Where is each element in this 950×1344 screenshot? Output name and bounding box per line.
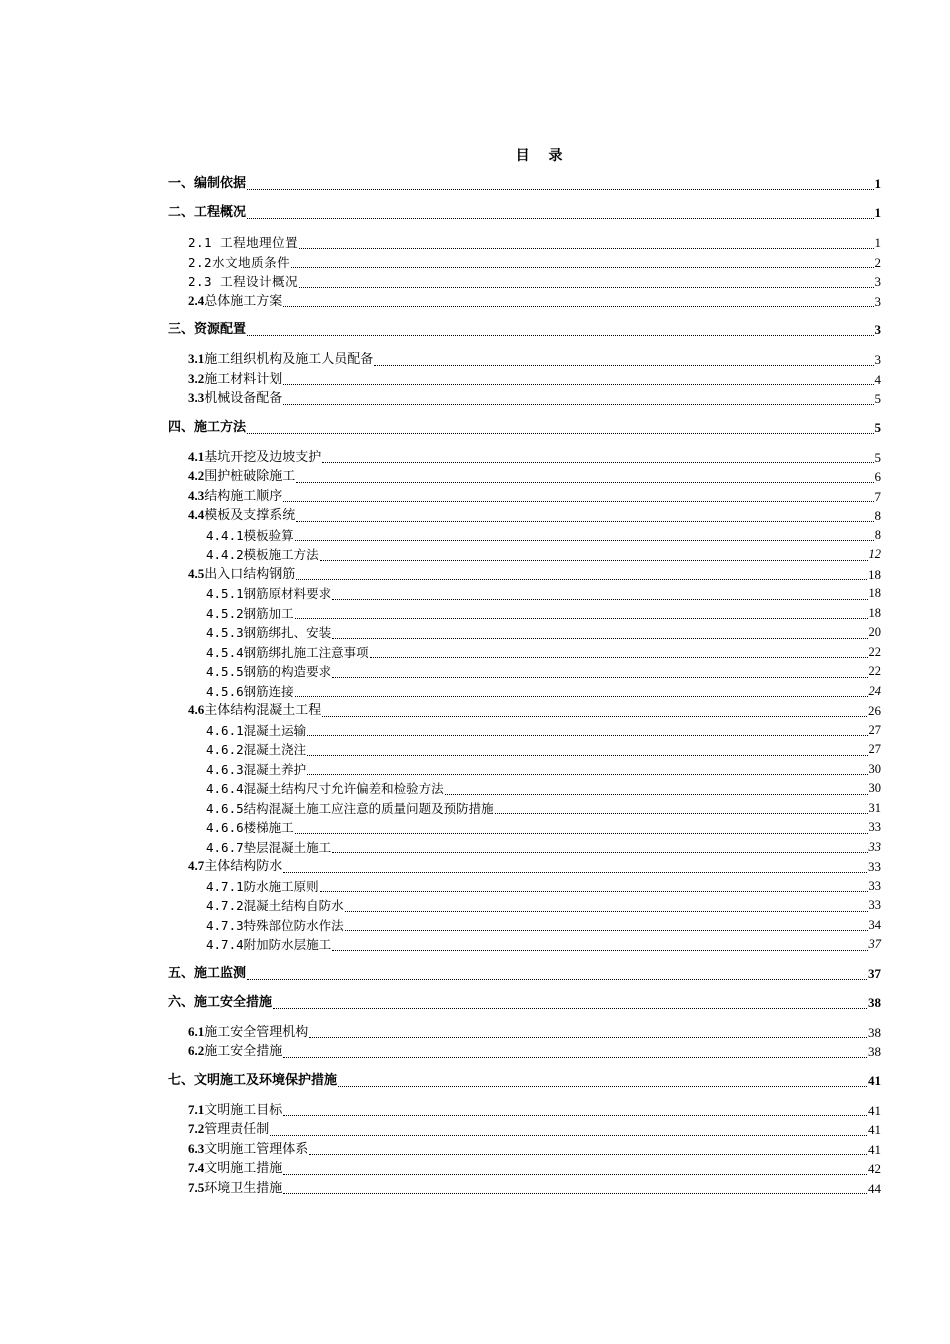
toc-entry-title <box>188 505 295 526</box>
toc-dot-leader <box>332 949 867 951</box>
toc-entry-page: 3 <box>874 274 881 289</box>
toc-entry[interactable] <box>168 526 881 546</box>
toc-entry[interactable] <box>168 1023 881 1043</box>
toc-entry-text: 二、工程概况 <box>168 205 247 220</box>
toc-entry-text: 4.4.1模板验算 <box>206 527 294 543</box>
toc-entry-title <box>168 320 246 340</box>
toc-entry-page: 24 <box>868 683 881 698</box>
toc-entry-number: 7.4 <box>188 1160 205 1175</box>
toc-entry-text: 4.5.3钢筋绑扎、安装 <box>206 625 332 640</box>
toc-entry[interactable] <box>168 233 881 253</box>
toc-entry[interactable] <box>168 487 881 507</box>
toc-entry[interactable] <box>168 1140 881 1160</box>
toc-entry-text: 模板及支撑系统 <box>204 508 296 523</box>
toc-entry[interactable] <box>168 662 881 682</box>
toc-entry-title <box>206 935 331 955</box>
toc-entry-title <box>168 993 272 1013</box>
toc-title-char-2: 录 <box>548 148 564 164</box>
toc-entry-page: 3 <box>874 322 881 337</box>
toc-entry-title <box>206 623 331 643</box>
toc-entry-title <box>188 486 282 507</box>
toc-entry[interactable] <box>168 740 881 760</box>
toc-entry-title <box>206 662 331 682</box>
toc-entry-title <box>188 1041 282 1062</box>
toc-dot-leader <box>283 1056 867 1058</box>
toc-entry-page: 4 <box>874 371 881 387</box>
toc-title-char-1: 目 <box>515 148 531 164</box>
toc-entry[interactable] <box>168 506 881 526</box>
toc-entry-page: 22 <box>868 664 881 678</box>
toc-entry-page: 8 <box>874 527 881 542</box>
toc-entry[interactable] <box>168 467 881 487</box>
toc-entry-title <box>206 916 344 936</box>
toc-dot-leader <box>345 910 868 912</box>
toc-entry-title <box>188 447 321 468</box>
toc-entry-text: 总体施工方案 <box>204 293 283 309</box>
toc-entry-title <box>188 233 298 253</box>
toc-entry-page: 33 <box>868 859 881 874</box>
toc-entry-text: 六、施工安全措施 <box>168 994 273 1010</box>
toc-entry-title <box>206 838 331 858</box>
toc-entry-text: 文明施工管理体系 <box>204 1141 309 1157</box>
toc-entry-title <box>206 799 494 819</box>
toc-entry-page: 38 <box>868 1024 881 1040</box>
toc-entry[interactable] <box>168 253 881 273</box>
toc-entry-number: 6.1 <box>188 1023 205 1039</box>
toc-entry-text: 围护桩破除施工 <box>204 469 296 484</box>
toc-entry-text: 4.5.5钢筋的构造要求 <box>206 664 332 679</box>
toc-entry-number: 4.2 <box>188 468 205 483</box>
toc-dot-leader <box>320 890 868 892</box>
toc-dot-leader <box>283 1173 867 1175</box>
toc-entry[interactable] <box>168 721 881 741</box>
toc-entry-text: 2.3 工程设计概况 <box>188 274 299 289</box>
toc-entry-title <box>206 760 306 780</box>
toc-entry-text: 4.5.2钢筋加工 <box>206 605 294 621</box>
toc-dot-leader <box>322 461 873 463</box>
toc-entry-page: 37 <box>868 937 881 951</box>
toc-entry-title <box>206 604 294 624</box>
toc-dot-leader <box>332 637 867 639</box>
toc-dot-leader <box>283 1114 867 1116</box>
toc-entry-text: 主体结构防水 <box>204 859 283 874</box>
toc-dot-leader <box>332 851 867 853</box>
toc-entry[interactable] <box>168 320 881 340</box>
toc-entry-text: 4.5.6钢筋连接 <box>206 683 294 699</box>
toc-entry-title <box>168 203 246 223</box>
toc-dot-leader <box>370 656 868 658</box>
toc-entry-number: 6.3 <box>188 1140 205 1156</box>
toc-entry[interactable] <box>168 604 881 624</box>
toc-entry-number: 2.4 <box>188 292 205 308</box>
toc-dot-leader <box>322 715 867 717</box>
toc-entry[interactable] <box>168 1101 881 1121</box>
toc-entry-text: 五、施工监测 <box>168 965 247 981</box>
toc-entry[interactable] <box>168 203 881 223</box>
toc-entry-number: 3.1 <box>188 351 205 366</box>
toc-entry[interactable] <box>168 916 881 936</box>
toc-dot-leader <box>295 832 868 834</box>
toc-dot-leader <box>309 1153 867 1155</box>
toc-dot-leader <box>309 1036 867 1038</box>
toc-entry-text: 文明施工目标 <box>204 1102 283 1118</box>
toc-entry-title <box>206 818 294 838</box>
toc-entry-text: 文明施工措施 <box>204 1161 283 1176</box>
toc-entry-title <box>188 369 282 390</box>
toc-entry-page: 38 <box>868 1044 881 1059</box>
toc-entry[interactable] <box>168 623 881 643</box>
toc-entry-number: 4.4 <box>188 507 205 522</box>
toc-dot-leader <box>299 286 873 288</box>
toc-entry-text: 4.7.4附加防水层施工 <box>206 937 332 952</box>
toc-entry-text: 4.6.1混凝土运输 <box>206 722 307 738</box>
toc-entry-title <box>206 545 319 565</box>
toc-entry[interactable] <box>168 877 881 897</box>
toc-entry[interactable] <box>168 857 881 877</box>
toc-dot-leader <box>296 481 873 483</box>
toc-entry-page: 18 <box>868 586 881 600</box>
toc-entry-text: 2.2水文地质条件 <box>188 254 291 270</box>
toc-dot-leader <box>345 929 868 931</box>
toc-entry[interactable] <box>168 370 881 390</box>
toc-entry-title <box>188 1158 282 1179</box>
toc-dot-leader <box>374 364 873 366</box>
toc-entry-page: 42 <box>868 1161 881 1176</box>
toc-entry-number: 3.3 <box>188 390 205 405</box>
toc-dot-leader <box>291 266 873 268</box>
toc-entry-page: 5 <box>874 449 881 465</box>
toc-entry[interactable] <box>168 993 881 1013</box>
toc-entry-page: 41 <box>868 1122 881 1137</box>
toc-entry-page: 5 <box>874 419 881 435</box>
toc-entry-title <box>206 721 306 741</box>
toc-entry-text: 四、施工方法 <box>168 419 247 435</box>
toc-entry-text: 基坑开挖及边坡支护 <box>204 449 322 465</box>
toc-entry-page: 3 <box>874 293 881 309</box>
toc-entry-page: 44 <box>868 1180 881 1196</box>
toc-entry-number: 4.6 <box>188 702 205 717</box>
toc-entry-text: 七、文明施工及环境保护措施 <box>168 1072 338 1088</box>
toc-entry-number: 4.7 <box>188 858 205 873</box>
toc-dot-leader <box>296 520 873 522</box>
toc-dot-leader <box>495 812 868 814</box>
toc-entry[interactable] <box>168 292 881 312</box>
toc-entry-title <box>188 564 295 585</box>
toc-dot-leader <box>283 383 873 385</box>
toc-entry[interactable] <box>168 896 881 916</box>
toc-entry-title <box>206 896 344 916</box>
toc-dot-leader <box>283 500 873 502</box>
toc-entry-text: 施工组织机构及施工人员配备 <box>204 352 374 367</box>
toc-dot-leader <box>283 1192 867 1194</box>
toc-entry-title <box>168 174 246 194</box>
toc-entry-title <box>206 740 306 760</box>
toc-entry-page: 22 <box>868 644 881 659</box>
toc-entry-page: 31 <box>868 800 881 815</box>
toc-dot-leader <box>283 305 873 307</box>
toc-entry-title <box>206 779 444 799</box>
toc-entry-page: 7 <box>874 488 881 504</box>
toc-entry-title <box>168 418 246 438</box>
toc-entry-page: 41 <box>868 1102 881 1118</box>
toc-entry-page: 41 <box>868 1141 881 1157</box>
toc-entry[interactable] <box>168 643 881 663</box>
toc-entry-text: 4.5.4钢筋绑扎施工注意事项 <box>206 644 369 660</box>
toc-entry-text: 管理责任制 <box>204 1122 270 1137</box>
toc-entry-page: 30 <box>868 781 881 795</box>
toc-entry-text: 4.6.4混凝土结构尺寸允许偏差和检验方法 <box>206 781 444 796</box>
toc-entry[interactable] <box>168 1159 881 1179</box>
toc-dot-leader <box>247 217 873 219</box>
toc-entry-page: 18 <box>868 566 881 582</box>
toc-dot-leader <box>247 978 867 980</box>
toc-entry[interactable] <box>168 701 881 721</box>
toc-entry-page: 33 <box>868 898 881 912</box>
toc-entry[interactable] <box>168 964 881 984</box>
toc-entry-number: 4.5 <box>188 565 205 581</box>
toc-entry-title <box>188 856 282 877</box>
toc-entry-text: 结构施工顺序 <box>204 488 283 504</box>
toc-dot-leader <box>299 247 873 249</box>
toc-entry-title <box>188 253 290 273</box>
toc-entry-page: 33 <box>868 878 881 893</box>
toc-entry[interactable] <box>168 272 881 292</box>
toc-dot-leader <box>332 598 867 600</box>
toc-entry-text: 4.6.2混凝土浇注 <box>206 742 307 757</box>
toc-dot-leader <box>445 793 868 795</box>
toc-entry-text: 三、资源配置 <box>168 322 247 337</box>
toc-entry-text: 出入口结构钢筋 <box>204 566 296 582</box>
toc-entry-text: 4.4.2模板施工方法 <box>206 547 319 562</box>
toc-entry[interactable] <box>168 418 881 438</box>
toc-entry-page: 1 <box>874 205 881 220</box>
toc-dot-leader <box>332 676 867 678</box>
toc-entry-page: 2 <box>874 254 881 270</box>
toc-entry-title <box>206 584 331 604</box>
toc-entry[interactable] <box>168 1071 881 1091</box>
toc-entry-title <box>188 349 373 370</box>
toc-entry-text: 4.6.3混凝土养护 <box>206 761 307 777</box>
toc-entry-text: 施工安全措施 <box>204 1044 283 1059</box>
toc-dot-leader <box>247 188 873 190</box>
toc-dot-leader <box>307 773 867 775</box>
toc-dot-leader <box>283 871 867 873</box>
toc-dot-leader <box>307 754 867 756</box>
toc-dot-leader <box>338 1085 867 1087</box>
toc-entry[interactable] <box>168 1042 881 1062</box>
toc-dot-leader <box>295 695 868 697</box>
toc-entry-page: 33 <box>868 820 881 834</box>
toc-entry-page: 6 <box>874 469 881 484</box>
toc-entry[interactable] <box>168 389 881 409</box>
toc-entry-number: 7.2 <box>188 1121 205 1136</box>
toc-entry-page: 3 <box>874 352 881 367</box>
toc-entry[interactable] <box>168 545 881 565</box>
toc-entry[interactable] <box>168 1179 881 1199</box>
toc-entry-page: 5 <box>874 391 881 406</box>
toc-entry[interactable] <box>168 565 881 585</box>
toc-entry-page: 38 <box>868 994 881 1010</box>
toc-entry-page: 33 <box>868 839 881 854</box>
toc-entry[interactable] <box>168 799 881 819</box>
toc-entry-title <box>188 466 295 487</box>
toc-entry-title <box>188 272 298 292</box>
toc-entry-page: 27 <box>868 742 881 756</box>
toc-entry-title <box>168 964 246 984</box>
toc-entry-text: 施工材料计划 <box>204 371 283 387</box>
toc-entry-text: 4.7.1防水施工原则 <box>206 878 319 894</box>
toc-entry-text: 4.7.2混凝土结构自防水 <box>206 898 344 913</box>
toc-entry[interactable] <box>168 838 881 858</box>
toc-entry-number: 7.1 <box>188 1101 205 1117</box>
toc-entry-text: 2.1 工程地理位置 <box>188 235 299 250</box>
toc-entry[interactable] <box>168 174 881 194</box>
toc-dot-leader <box>247 334 873 336</box>
toc-entry-title <box>188 1100 282 1121</box>
toc-entry-title <box>188 1139 308 1160</box>
toc-entry[interactable] <box>168 1120 881 1140</box>
toc-list <box>168 174 881 1198</box>
toc-entry-page: 27 <box>868 722 881 737</box>
toc-entry-page: 18 <box>868 605 881 620</box>
toc-entry-title <box>168 1071 337 1091</box>
toc-dot-leader <box>307 734 867 736</box>
toc-entry-title <box>206 682 294 702</box>
toc-dot-leader <box>247 432 873 434</box>
toc-entry-title <box>188 1119 269 1140</box>
toc-entry-number: 4.1 <box>188 448 205 464</box>
toc-entry-title <box>188 1178 282 1199</box>
toc-entry-page: 41 <box>868 1072 881 1088</box>
toc-entry-page: 1 <box>874 176 881 191</box>
toc-entry-title <box>188 291 282 312</box>
toc-entry[interactable] <box>168 760 881 780</box>
toc-entry[interactable] <box>168 584 881 604</box>
toc-entry-text: 主体结构混凝土工程 <box>204 703 322 718</box>
toc-entry-page: 8 <box>874 508 881 523</box>
toc-entry-text: 施工安全管理机构 <box>204 1024 309 1040</box>
toc-entry-text: 一、编制依据 <box>168 176 247 191</box>
toc-dot-leader <box>295 617 868 619</box>
toc-entry-page: 26 <box>868 703 881 718</box>
toc-entry-text: 4.5.1钢筋原材料要求 <box>206 586 332 601</box>
toc-entry-title <box>188 700 321 721</box>
toc-dot-leader <box>273 1007 867 1009</box>
toc-entry-text: 4.6.7垫层混凝土施工 <box>206 839 332 855</box>
toc-dot-leader <box>270 1134 867 1136</box>
toc-entry[interactable] <box>168 779 881 799</box>
toc-entry-page: 12 <box>868 547 881 561</box>
toc-entry-title <box>188 1022 308 1043</box>
toc-entry[interactable] <box>168 935 881 955</box>
toc-dot-leader <box>296 578 867 580</box>
toc-entry-title <box>206 526 294 546</box>
toc-entry-title <box>206 643 369 663</box>
toc-entry-page: 34 <box>868 917 881 932</box>
toc-entry-page: 37 <box>868 965 881 981</box>
toc-entry-number: 7.5 <box>188 1179 205 1195</box>
toc-entry[interactable] <box>168 448 881 468</box>
toc-entry[interactable] <box>168 818 881 838</box>
toc-entry-text: 环境卫生措施 <box>204 1180 283 1196</box>
toc-entry-number: 3.2 <box>188 370 205 386</box>
toc-dot-leader <box>283 403 873 405</box>
toc-dot-leader <box>320 559 868 561</box>
toc-title <box>168 146 881 166</box>
toc-dot-leader <box>295 539 874 541</box>
toc-entry-page: 30 <box>868 761 881 776</box>
toc-page <box>168 146 881 1198</box>
toc-entry-title <box>206 877 319 897</box>
toc-entry-number: 6.2 <box>188 1043 205 1058</box>
toc-entry-page: 1 <box>874 235 881 250</box>
toc-entry-number: 4.3 <box>188 487 205 503</box>
toc-entry[interactable] <box>168 350 881 370</box>
toc-entry-text: 4.6.6楼梯施工 <box>206 820 294 835</box>
toc-entry-text: 4.6.5结构混凝土施工应注意的质量问题及预防措施 <box>206 800 494 816</box>
toc-entry-text: 机械设备配备 <box>204 391 283 406</box>
toc-entry-title <box>188 388 282 409</box>
toc-entry-page: 20 <box>868 625 881 639</box>
toc-entry-text: 4.7.3特殊部位防水作法 <box>206 917 344 933</box>
toc-entry[interactable] <box>168 682 881 702</box>
